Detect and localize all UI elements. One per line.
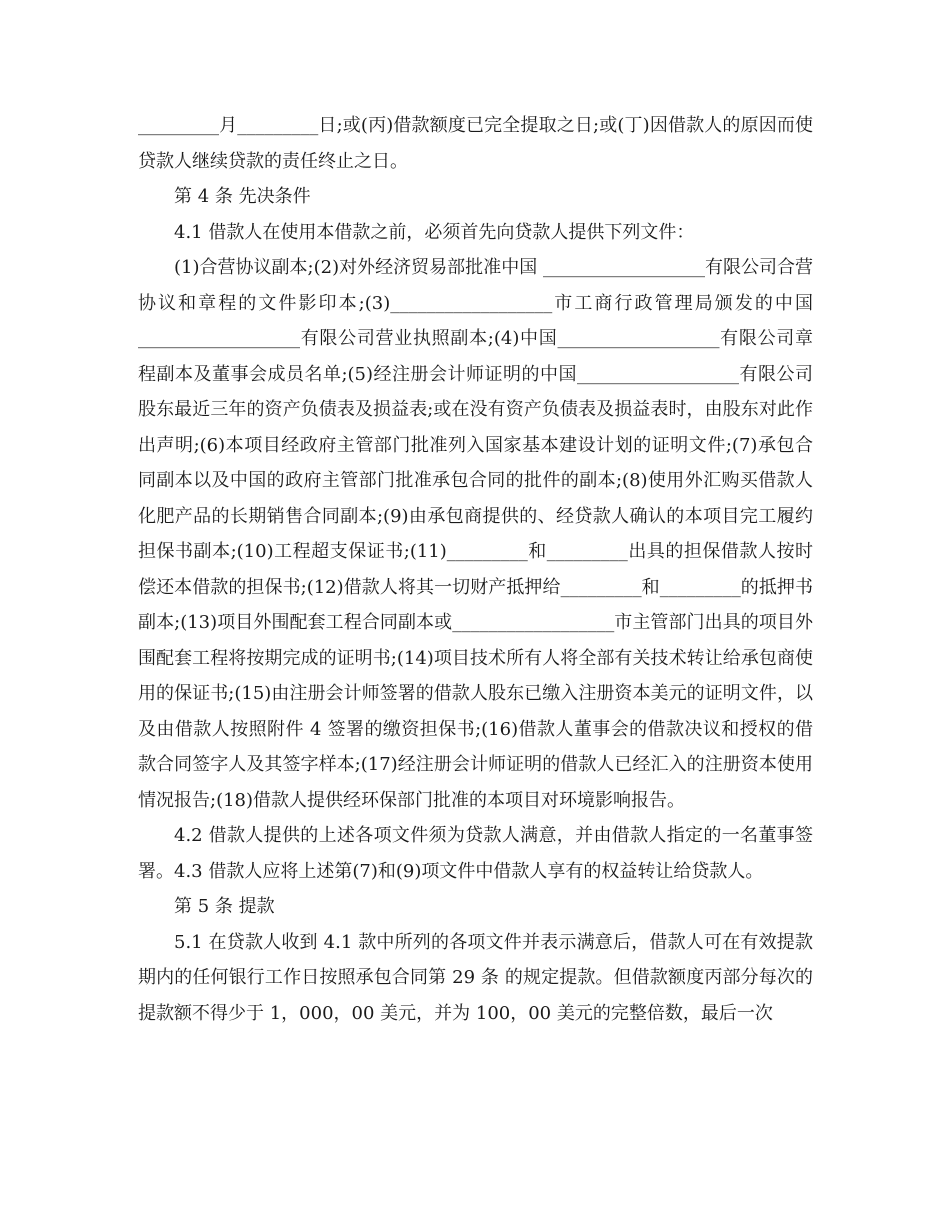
- heading-article-5: 第 5 条 提款: [174, 896, 275, 917]
- heading-article-4: 第 4 条 先决条件: [174, 186, 311, 207]
- clause-4-2-4-3: 4.2 借款人提供的上述各项文件须为贷款人满意，并由借款人指定的一名董事签署。4.3 借款人应将上述第(7)和(9)项文件中借款人享有的权益转让给贷款人。: [138, 825, 813, 882]
- document-list-4-1: (1)合营协议副本;(2)对外经济贸易部批准中国 __________________有限公司合营协议和章程的文件影印本;(3)__________________市工商行政管理局颁发的中国__________________有限公司营业执照副本;(4)中国__________________有限公司章程副本及董事会成员名单;(5)经注册会计师证明的中国__________________有限公司股东最近三年的资产负债表及损益表;或在没有资产负债表及损益表时，由股东对此作出声明;(6)本项目经政府主管部门批准列入国家基本建设计划的证明文件;(7)承包合同副本以及中国的政府主管部门批准承包合同的批件的副本;(8)使用外汇购买借款人化肥产品的长期销售合同副本;(9)由承包商提供的、经贷款人确认的本项目完工履约担保书副本;(10)工程超支保证书;(11)_________和_________出具的担保借款人按时偿还本借款的担保书;(12)借款人将其一切财产抵押给_________和_________的抵押书副本;(13)项目外围配套工程合同副本或__________________市主管部门出具的项目外围配套工程将按期完成的证明书;(14)项目技术所有人将全部有关技术转让给承包商使用的保证书;(15)由注册会计师签署的借款人股东已缴入注册资本美元的证明文件，以及由借款人按照附件 4 签署的缴资担保书;(16)借款人董事会的借款决议和授权的借款合同签字人及其签字样本;(17)经注册会计师证明的借款人已经汇入的注册资本使用情况报告;(18)借款人提供经环保部门批准的本项目对环境影响报告。: [138, 257, 813, 811]
- document-body: [138, 108, 813, 1031]
- clause-4-1: 4.1 借款人在使用本借款之前，必须首先向贷款人提供下列文件：: [174, 221, 695, 243]
- paragraph-loan-term-end: _________月_________日;或(丙)借款额度已完全提取之日;或(丁)因借款人的原因而使贷款人继续贷款的责任终止之日。: [138, 115, 813, 172]
- clause-5-1: 5.1 在贷款人收到 4.1 款中所列的各项文件并表示满意后，借款人可在有效提款期内的任何银行工作日按照承包合同第 29 条 的规定提款。但借款额度丙部分每次的提款额不得少于 1，000，00 美元，并为 100，00 美元的完整倍数，最后一次: [138, 931, 813, 1024]
